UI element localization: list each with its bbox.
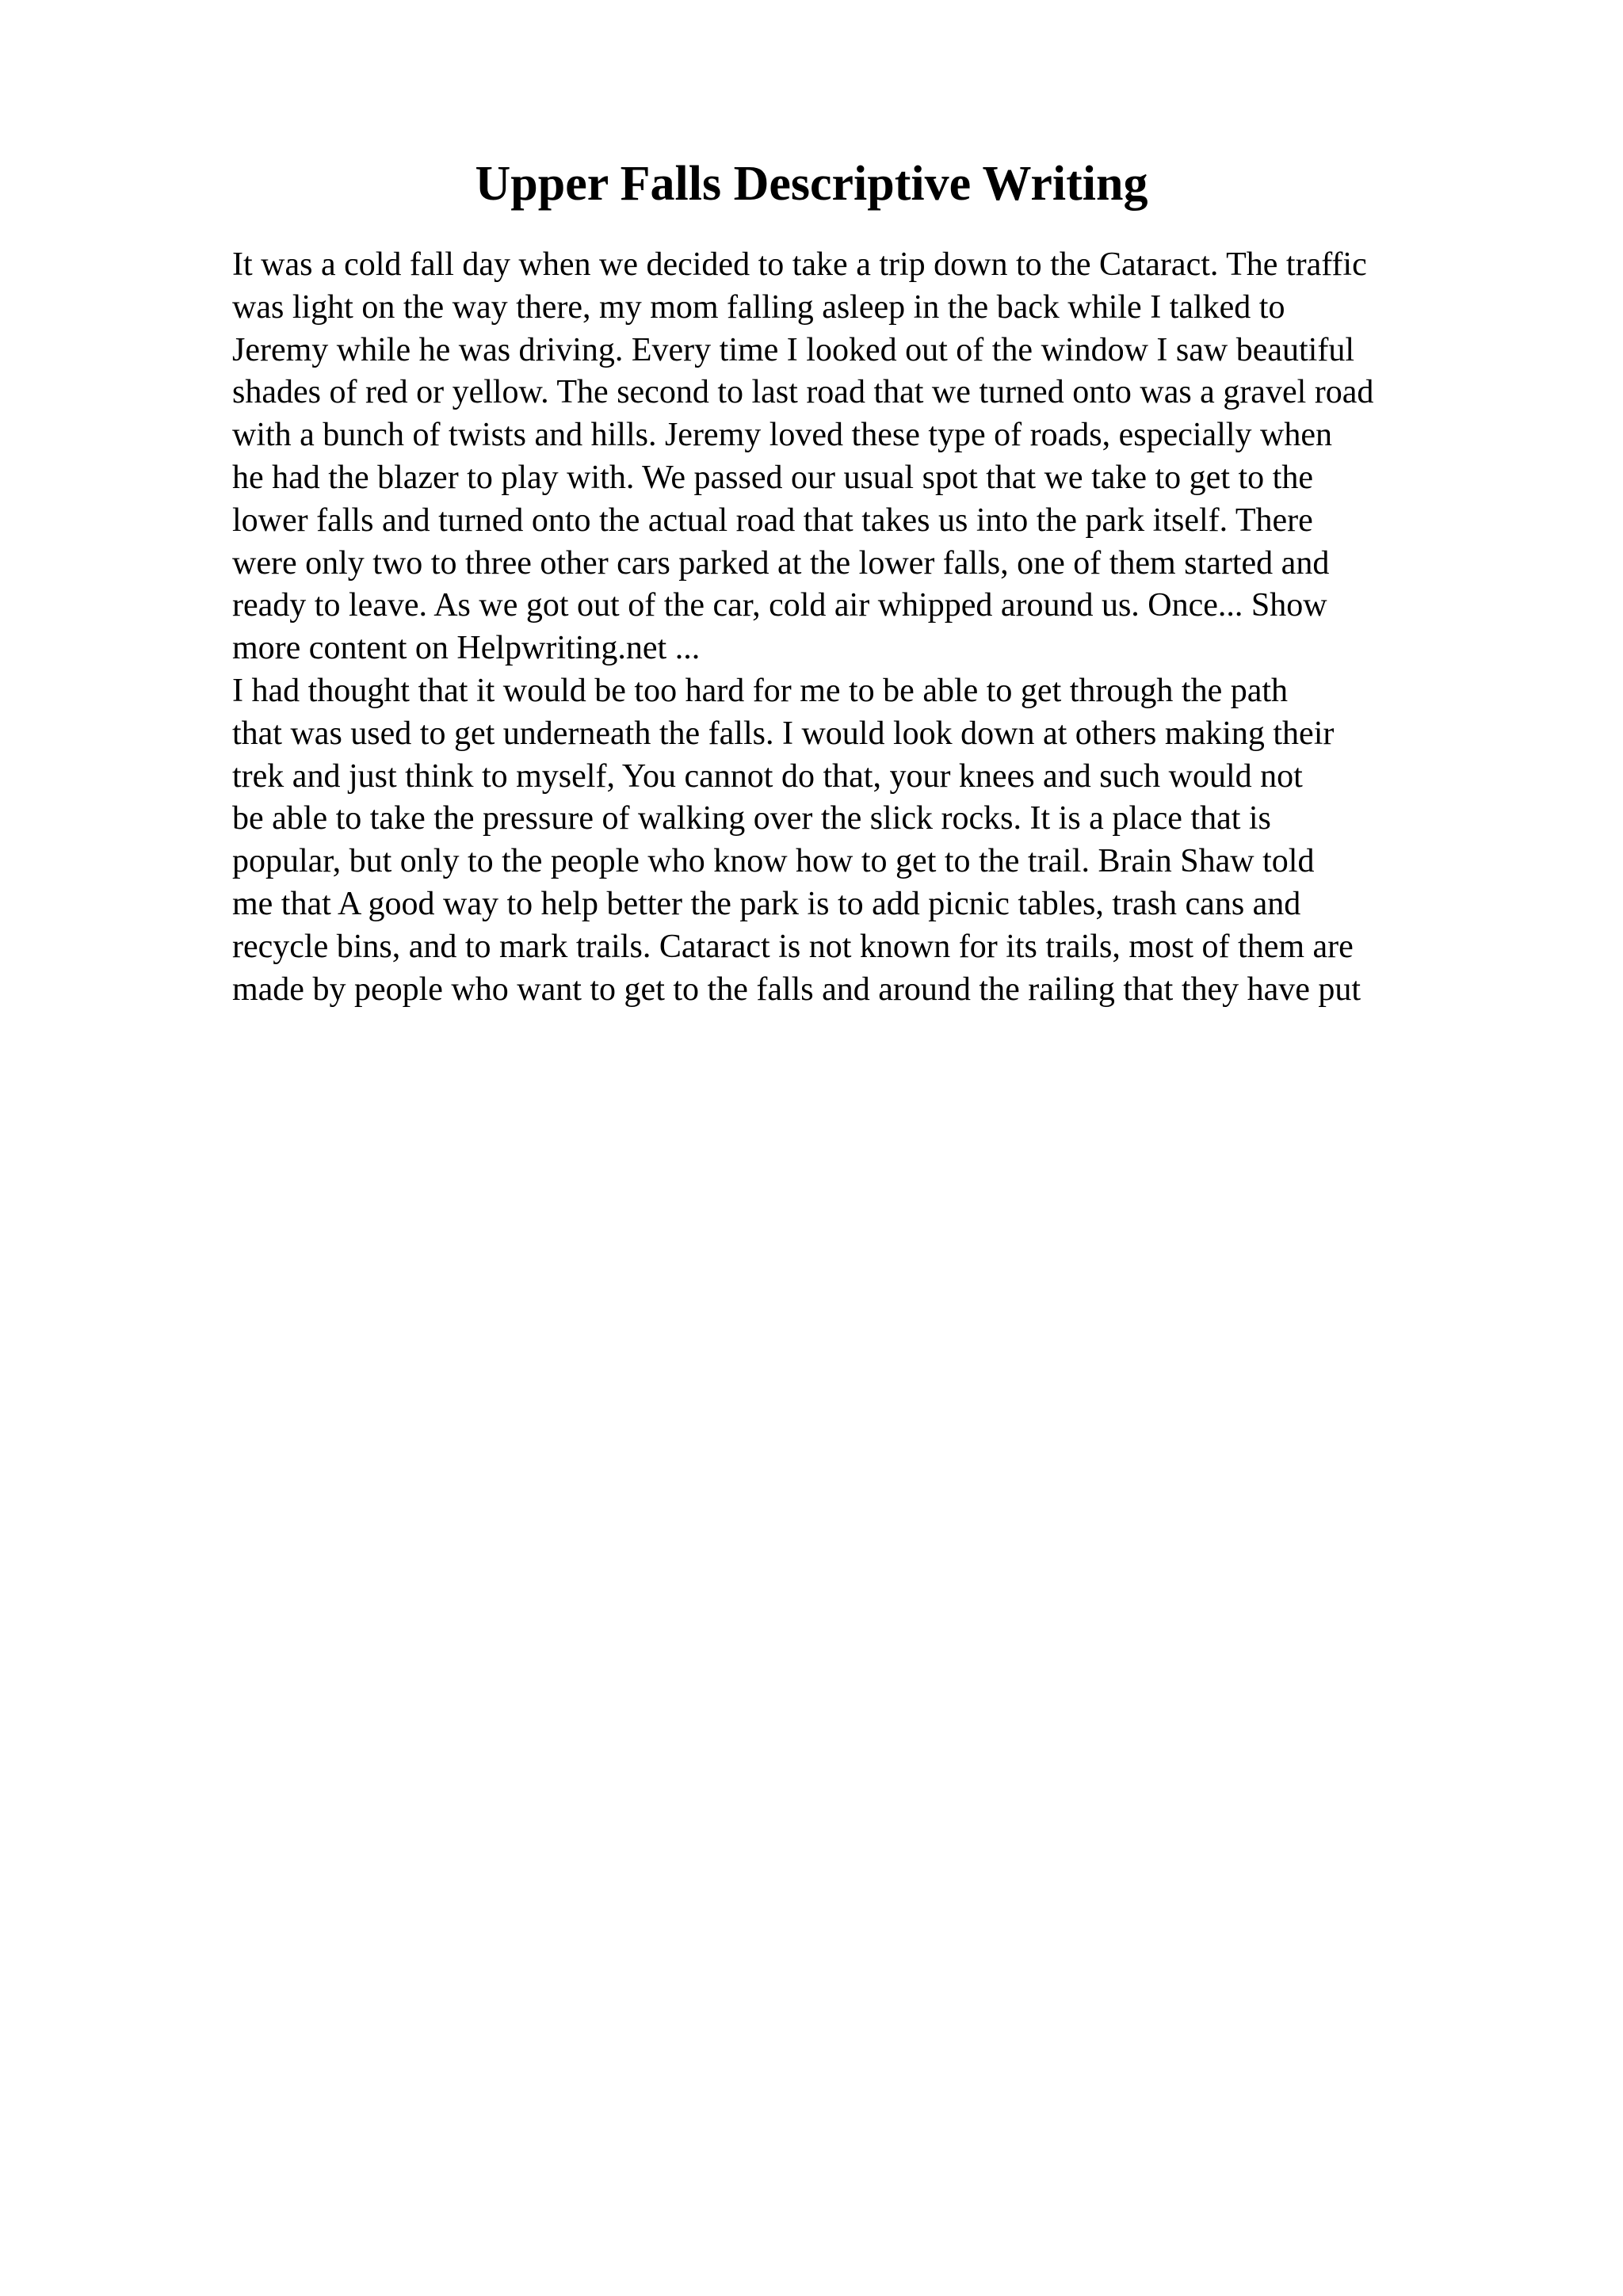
body-line: were only two to three other cars parked at the lower falls, one of them started and [232,544,1330,582]
body-line: that was used to get underneath the falls. I would look down at others making their [232,715,1335,752]
body-line: more content on Helpwriting.net ... [232,630,701,667]
body-line: I had thought that it would be too hard for me to be able to get through the path [232,672,1289,709]
body-line: recycle bins, and to mark trails. Cataract is not known for its trails, most of them are [232,928,1354,965]
body-line: lower falls and turned onto the actual road that takes us into the park itself. There [232,502,1313,539]
body-line: me that A good way to help better the park is to add picnic tables, trash cans and [232,885,1301,922]
body-line: be able to take the pressure of walking over the slick rocks. It is a place that is [232,800,1271,837]
body-line: made by people who want to get to the falls and around the railing that they have put [232,971,1361,1008]
body-line: shades of red or yellow. The second to last road that we turned onto was a gravel road [232,374,1374,411]
body-line: ready to leave. As we got out of the car, cold air whipped around us. Once... Show [232,587,1327,624]
body-line: he had the blazer to play with. We passed our usual spot that we take to get to the [232,459,1313,496]
document-body [232,244,1595,1011]
body-line: Jeremy while he was driving. Every time I looked out of the window I saw beautiful [232,331,1354,368]
body-line: trek and just think to myself, You cannot do that, your knees and such would not [232,757,1303,795]
body-line: popular, but only to the people who know how to get to the trail. Brain Shaw told [232,843,1315,880]
body-line: It was a cold fall day when we decided to take a trip down to the Cataract. The traffic [232,246,1367,283]
body-line: with a bunch of twists and hills. Jeremy loved these type of roads, especially when [232,417,1333,454]
body-line: was light on the way there, my mom falling asleep in the back while I talked to [232,288,1285,326]
document-title: Upper Falls Descriptive Writing [475,157,1148,211]
